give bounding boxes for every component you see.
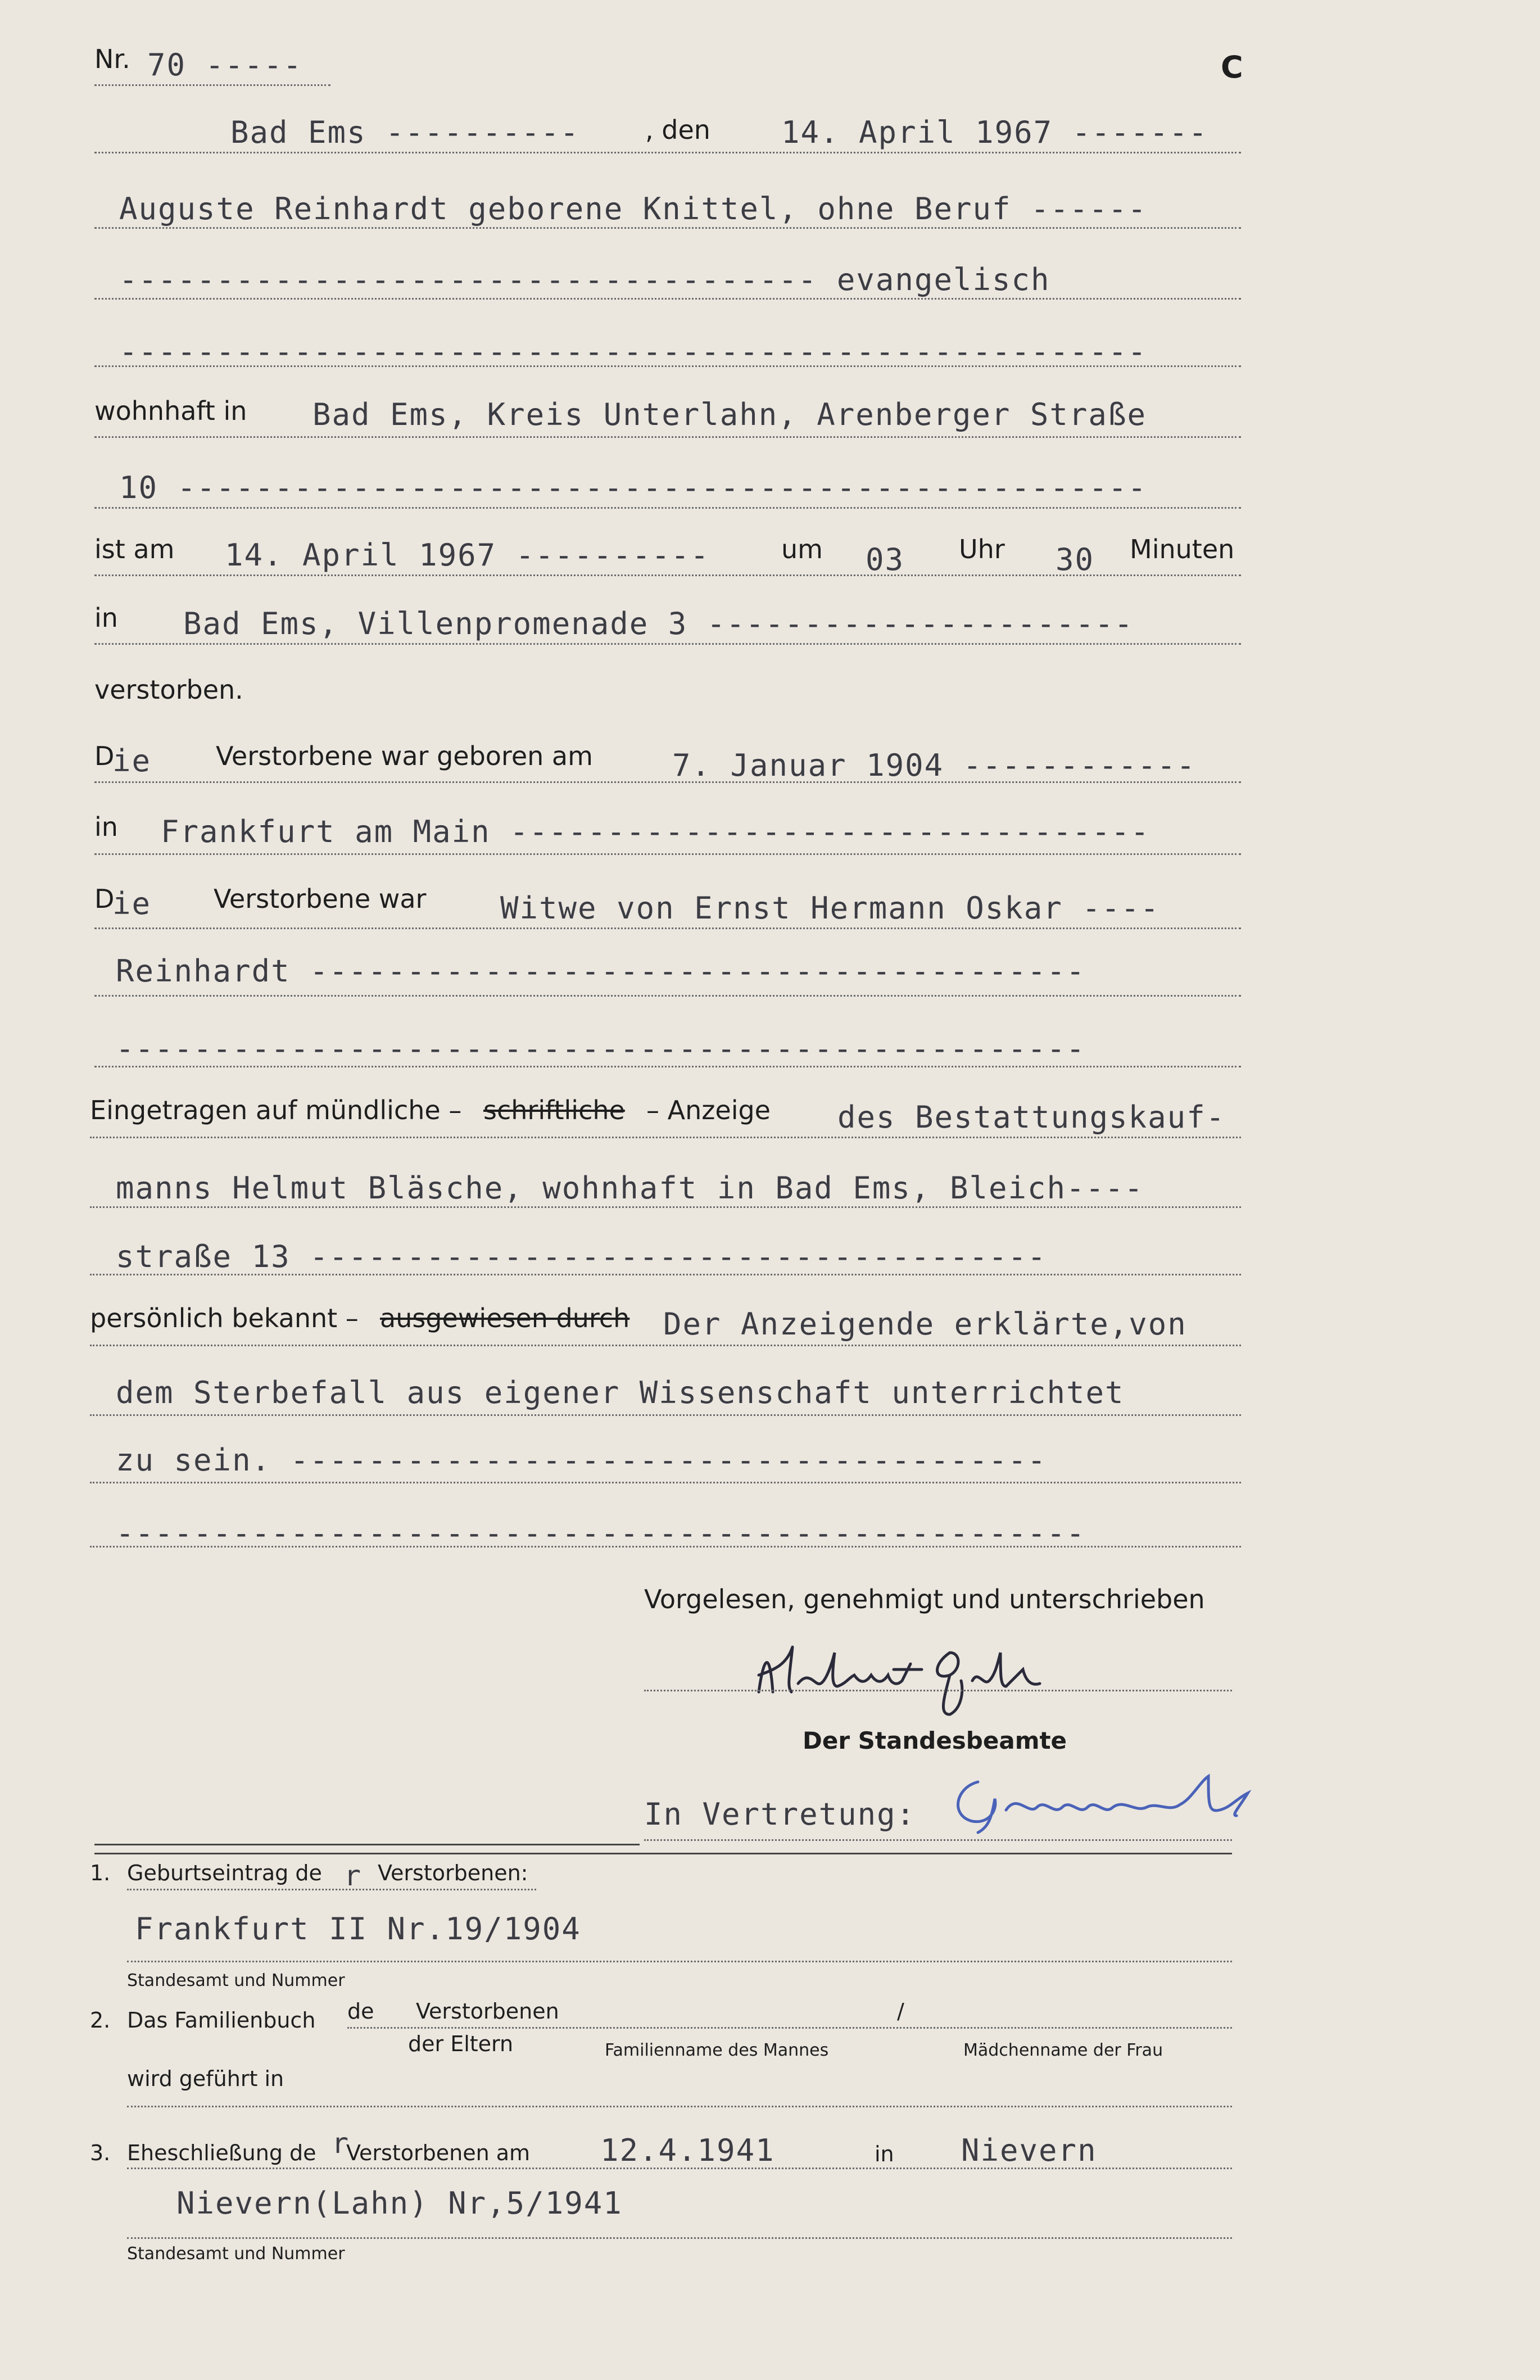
birth-die-typed: ie [112, 743, 152, 779]
reporter-line-1: des Bestattungskauf- [837, 1099, 1226, 1135]
note2-verstorbenen: Verstorbenen [416, 1999, 559, 2024]
official-signature [944, 1759, 1259, 1838]
report-label-struck: schriftliche [483, 1095, 625, 1125]
person-name: Auguste Reinhardt geborene Knittel, ohne Beruf ------ [119, 191, 1148, 227]
identity-label: persönlich bekannt – [90, 1303, 359, 1333]
marriage-place: Nievern [961, 2133, 1097, 2168]
reporter-signature-line [644, 1650, 1232, 1691]
birth-in-label: in [94, 812, 118, 842]
note1-label-a: Geburtseintrag de [127, 1861, 322, 1885]
birth-date: 7. Januar 1904 ------------ [672, 748, 1196, 783]
marriage-register: Nievern(Lahn) Nr,5/1941 [176, 2186, 623, 2221]
den-label: , den [645, 115, 710, 145]
marital-status: Witwe von Ernst Hermann Oskar ---- [500, 890, 1160, 926]
birth-label: Verstorbene war geboren am [216, 741, 593, 771]
identity-statement-1: Der Anzeigende erklärte,von [663, 1306, 1187, 1342]
entry-number: 70 ----- [147, 47, 303, 83]
birth-die-prefix: D [94, 741, 115, 771]
ist-am-label: ist am [94, 534, 175, 564]
note2-slash: / [897, 1999, 904, 2024]
identity-statement-3: zu sein. --------------------------------------- [116, 1442, 1047, 1478]
residence-number: 10 -------------------------------------------------- [119, 470, 1148, 505]
record-place: Bad Ems ---------- [230, 115, 580, 150]
status-filler: -------------------------------------------------- [116, 1031, 1086, 1066]
deputy-label: In Vertretung: [644, 1797, 916, 1832]
note3-label-a: Eheschließung de [127, 2141, 316, 2165]
note2-caption-wife: Mädchenname der Frau [963, 2040, 1163, 2060]
note1-label-line [127, 1855, 536, 1890]
note3-in-label: in [875, 2142, 894, 2166]
corner-letter: C [1221, 49, 1243, 85]
note3-number: 3. [90, 2141, 111, 2165]
note1-number: 1. [90, 1861, 111, 1885]
status-die-prefix: D [94, 884, 115, 914]
note1-value: Frankfurt II Nr.19/1904 [135, 1911, 581, 1947]
note3-caption: Standesamt und Nummer [127, 2244, 345, 2264]
record-date: 14. April 1967 ------- [781, 115, 1208, 150]
note2-eltern: der Eltern [408, 2031, 514, 2056]
note2-de: de [347, 1999, 374, 2024]
religion: ------------------------------------ evangelisch [119, 262, 1050, 297]
marriage-date: 12.4.1941 [600, 2133, 775, 2168]
note2-number: 2. [90, 2008, 111, 2033]
note2-label: Das Familienbuch [127, 2008, 316, 2033]
death-in-label: in [94, 603, 118, 633]
deputy-rule-left [94, 1844, 640, 1845]
status-die-typed: ie [112, 886, 152, 921]
person-filler: ----------------------------------------------------- [119, 334, 1148, 369]
verstorben-label: verstorben. [94, 675, 243, 705]
official-label: Der Standesbeamte [803, 1727, 1067, 1754]
nr-label: Nr. [94, 44, 130, 74]
death-date: 14. April 1967 ---------- [225, 537, 710, 573]
um-label: um [781, 534, 823, 564]
note2-caption-husband: Familienname des Mannes [605, 2040, 829, 2060]
note3-label-b: Verstorbenen am [346, 2141, 531, 2165]
note2-value-line [347, 1996, 1232, 2029]
note1-typed-r: r [344, 1859, 363, 1892]
status-label: Verstorbene war [214, 884, 427, 914]
report-label-start: Eingetragen auf mündliche – [90, 1095, 462, 1125]
birth-place: Frankfurt am Main --------------------------------- [161, 814, 1151, 849]
note2-location-line [127, 2066, 1232, 2107]
notes-divider [94, 1853, 1232, 1854]
uhr-label: Uhr [959, 534, 1005, 564]
spouse-surname: Reinhardt ---------------------------------------- [116, 953, 1086, 989]
death-minutes: 30 [1056, 542, 1095, 577]
report-label-end: – Anzeige [646, 1095, 771, 1125]
minuten-label: Minuten [1130, 534, 1235, 564]
identity-statement-2: dem Sterbefall aus eigener Wissenschaft unterrichtet [116, 1375, 1125, 1410]
identity-filler: -------------------------------------------------- [116, 1515, 1086, 1551]
note1-caption: Standesamt und Nummer [127, 1971, 345, 1990]
read-approved-label: Vorgelesen, genehmigt und unterschrieben [644, 1584, 1205, 1614]
death-place: Bad Ems, Villenpromenade 3 ---------------------- [183, 606, 1134, 641]
identity-label-struck: ausgewiesen durch [380, 1303, 630, 1333]
death-hour: 03 [866, 542, 905, 577]
reporter-line-3: straße 13 -------------------------------------- [116, 1239, 1047, 1274]
note1-label-b: Verstorbenen: [378, 1861, 528, 1885]
note2-label-b: wird geführt in [127, 2066, 284, 2091]
note3-typed-r: r [332, 2127, 350, 2160]
reporter-line-2: manns Helmut Bläsche, wohnhaft in Bad Ems, Bleich---- [116, 1170, 1144, 1206]
residence-label: wohnhaft in [94, 396, 247, 426]
note3-line-1 [127, 2130, 1232, 2169]
residence-address: Bad Ems, Kreis Unterlahn, Arenberger Straße [312, 397, 1147, 432]
